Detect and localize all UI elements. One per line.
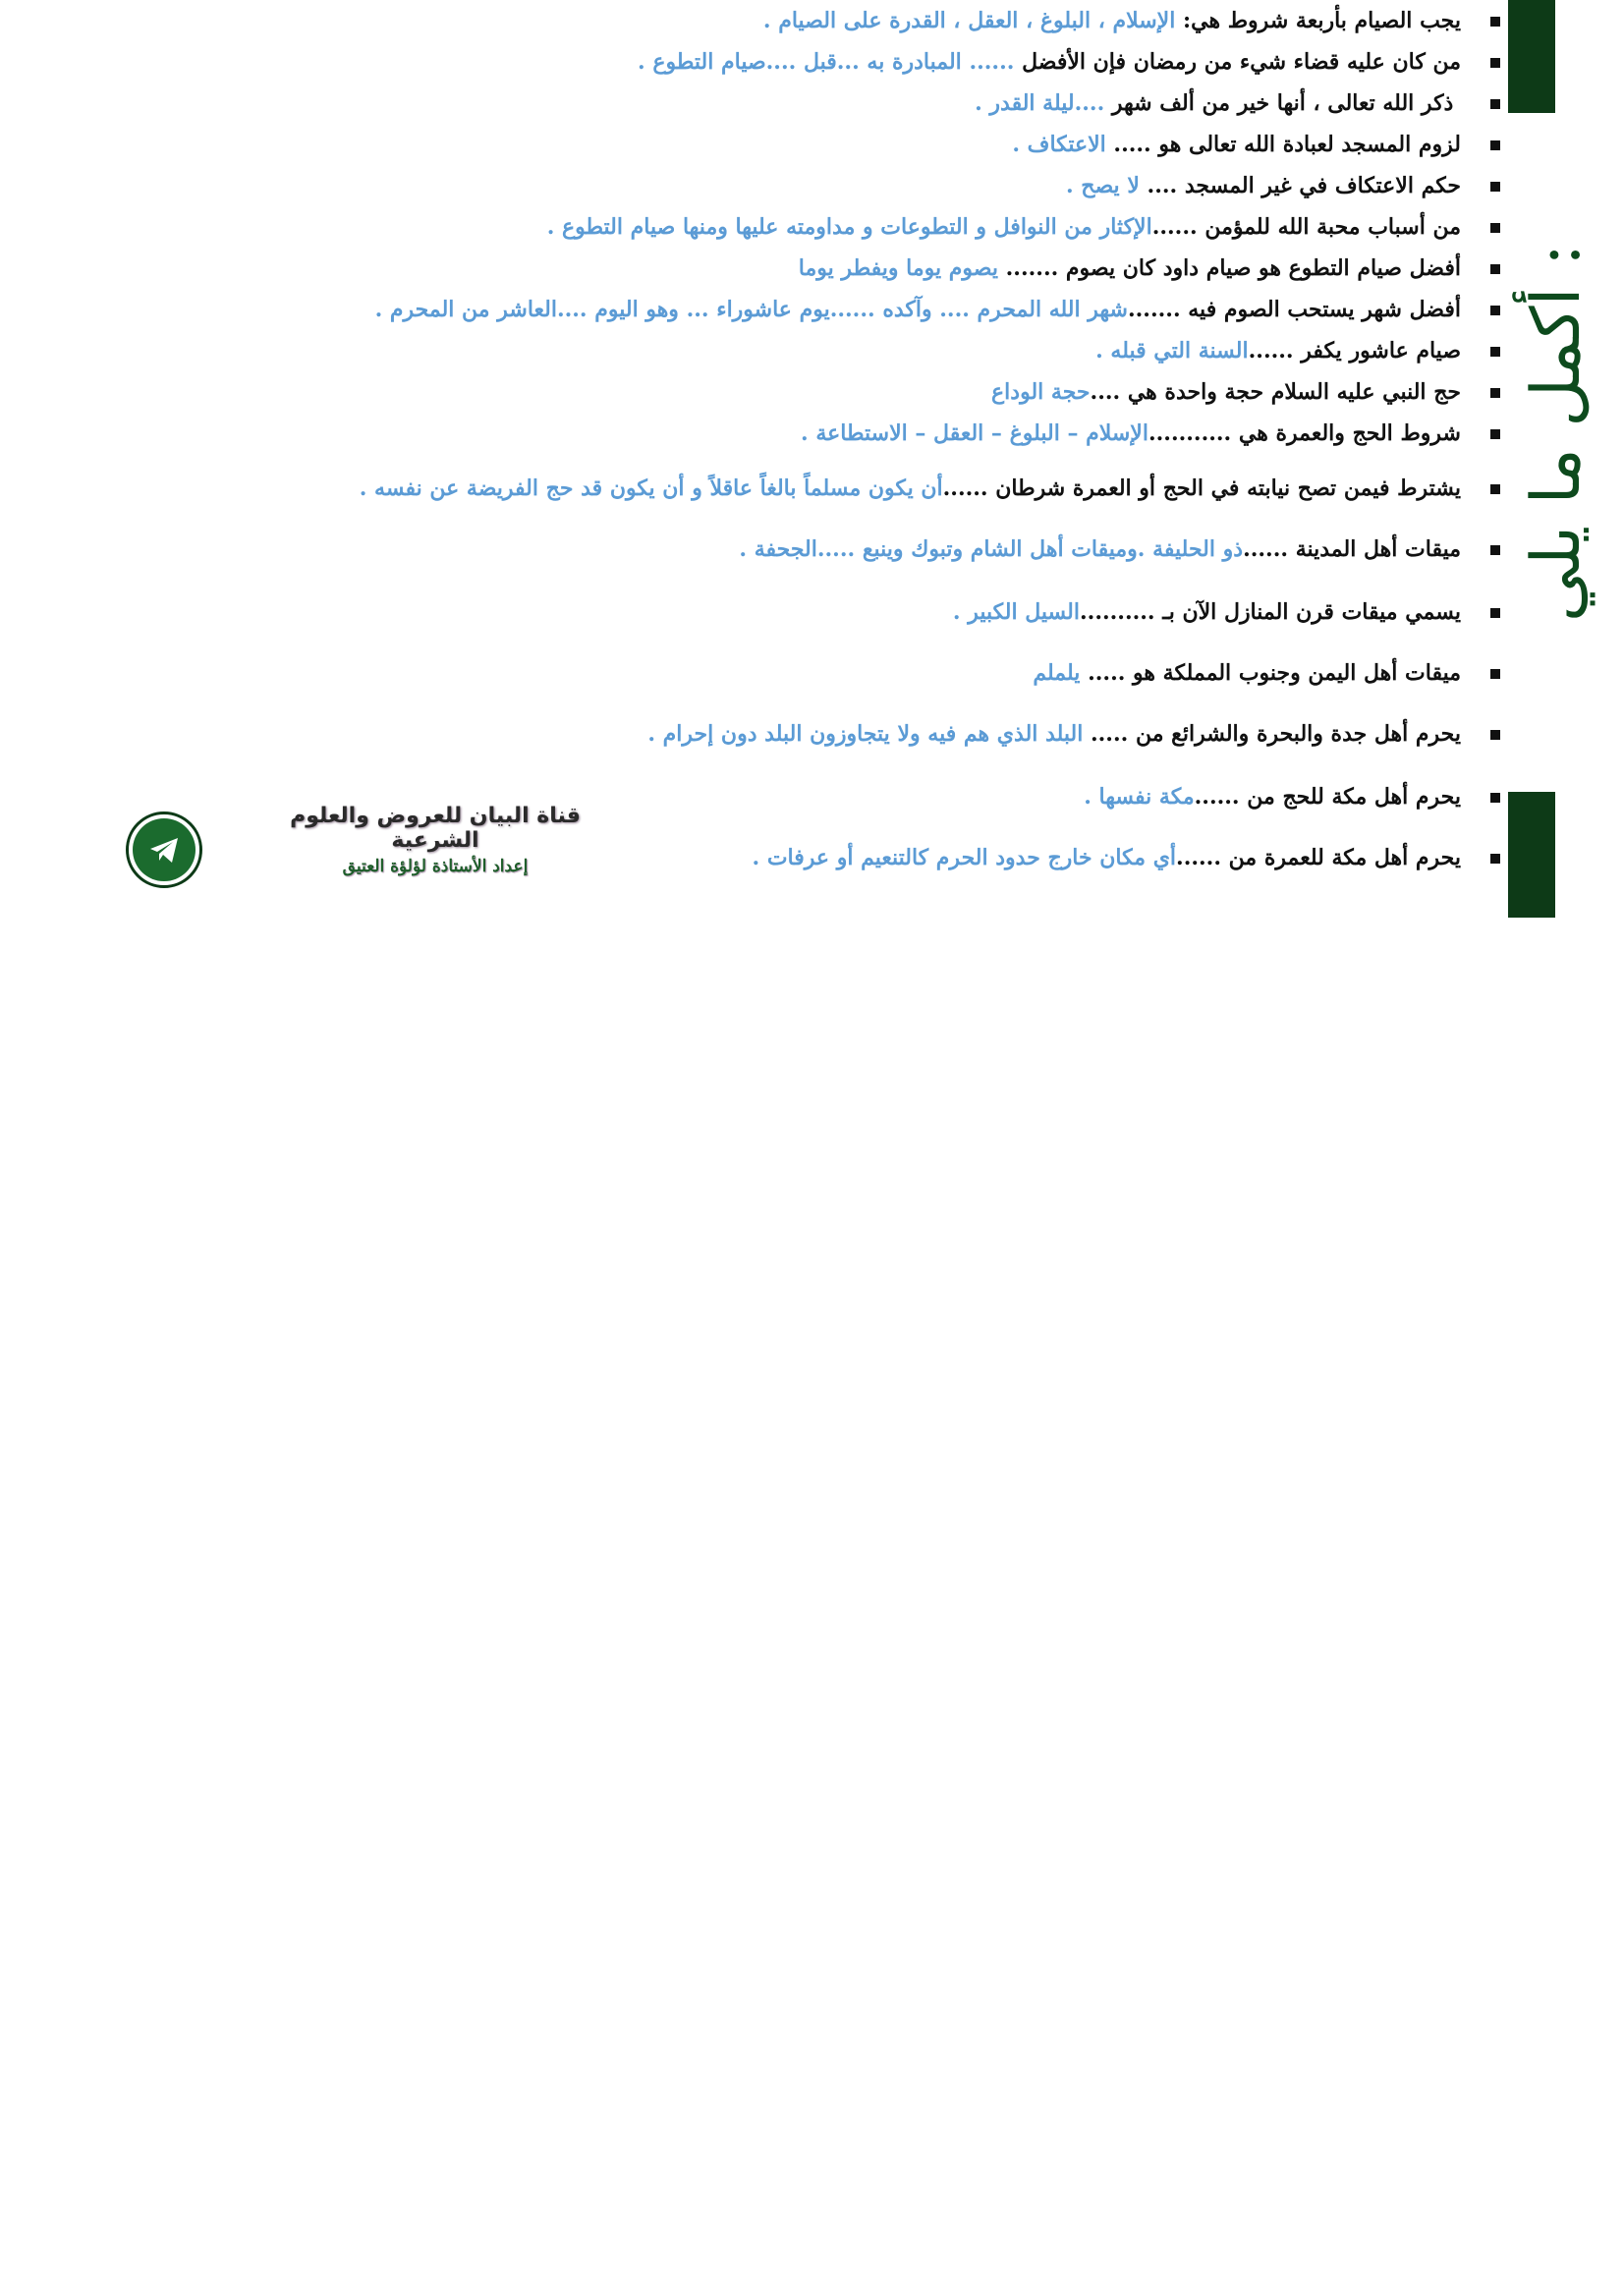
bullet-icon (1490, 99, 1500, 109)
list-item (763, 6, 1500, 35)
question-text: ميقات أهل اليمن وجنوب المملكة هو ..... (1080, 660, 1461, 686)
bullet-icon (1490, 347, 1500, 357)
answer-text: ....ليلة القدر . (975, 90, 1105, 116)
question-text: أفضل صيام التطوع هو صيام داود كان يصوم ....... (997, 255, 1461, 281)
answer-text: السيل الكبير . (952, 599, 1080, 625)
list-item (547, 212, 1500, 242)
list-item (1012, 130, 1500, 159)
question-text: يجب الصيام بأربعة شروط هي: (1175, 8, 1461, 33)
question-text: حكم الاعتكاف في غير المسجد .... (1139, 173, 1461, 198)
bullet-icon (1490, 223, 1500, 233)
channel-name: قناة البيان للعروض والعلوم الشرعية (290, 804, 581, 853)
question-text: يحرم أهل مكة للحج من ...... (1194, 784, 1461, 810)
question-text: حج النبي عليه السلام حجة واحدة هي .... (1090, 379, 1461, 405)
list-item (1066, 171, 1500, 200)
answer-text: يلملم (1033, 660, 1081, 686)
answer-text: لا يصح . (1065, 173, 1140, 198)
bullet-icon (1490, 429, 1500, 439)
telegram-logo (126, 812, 202, 888)
bullet-icon (1490, 608, 1500, 618)
channel-author: إعداد الأستاذة لؤلؤة العتيق (342, 857, 529, 876)
list-item (953, 597, 1500, 627)
channel-credit (253, 804, 617, 876)
answer-text: يصوم يوما ويفطر يوما (798, 255, 998, 281)
bullet-icon (1490, 669, 1500, 679)
question-text: ميقات أهل المدينة ...... (1243, 536, 1461, 562)
telegram-icon (133, 818, 196, 881)
answer-text: السنة التي قبله . (1095, 338, 1249, 364)
bullet-icon (1490, 264, 1500, 274)
list-item (638, 47, 1500, 77)
answer-text: البلد الذي هم فيه ولا يتجاوزون البلد دون إحرام . (647, 721, 1084, 747)
question-text: من كان عليه قضاء شيء من رمضان فإن الأفضل (1014, 49, 1461, 75)
question-text: يحرم أهل مكة للعمرة من ...... (1176, 845, 1461, 870)
list-item (991, 377, 1500, 407)
answer-text: الاعتكاف . (1012, 132, 1106, 157)
answer-text: حجة الوداع (991, 379, 1091, 405)
answer-text: ...... المبادرة به ...قبل ....صيام التطوع . (638, 49, 1015, 75)
question-text: يحرم أهل جدة والبحرة والشرائع من ..... (1083, 721, 1461, 747)
list-item (375, 295, 1500, 324)
bullet-icon (1490, 388, 1500, 398)
question-text: أفضل شهر يستحب الصوم فيه ....... (1127, 297, 1461, 322)
bullet-icon (1490, 182, 1500, 192)
question-text: شروط الحج والعمرة هي ........... (1148, 420, 1461, 446)
list-item (360, 474, 1500, 503)
list-item (753, 843, 1500, 872)
answer-text: الإسلام – البلوغ – العقل – الاستطاعة . (801, 420, 1148, 446)
bullet-icon (1490, 140, 1500, 150)
answer-text: الإكثار من النوافل و التطوعات و مداومته عليها ومنها صيام التطوع . (546, 214, 1152, 240)
section-title-text: أكمل ما يلي : (1518, 243, 1596, 622)
list-item (1095, 336, 1500, 365)
bullet-icon (1490, 306, 1500, 315)
answer-text: شهر الله المحرم .... وآكده ......يوم عاشوراء ... وهو اليوم ....العاشر من المحرم . (374, 297, 1128, 322)
list-item (1033, 658, 1500, 688)
list-item (975, 88, 1500, 118)
list-item (799, 253, 1500, 283)
answer-text: أن يكون مسلماً بالغاً عاقلاً و أن يكون قد حج الفريضة عن نفسه . (359, 476, 943, 501)
bullet-icon (1490, 484, 1500, 494)
bullet-icon (1490, 730, 1500, 740)
question-text: يسمي ميقات قرن المنازل الآن بـ .......... (1080, 599, 1461, 625)
question-text: من أسباب محبة الله للمؤمن ...... (1151, 214, 1461, 240)
question-text: لزوم المسجد لعبادة الله تعالى هو ..... (1105, 132, 1461, 157)
bullet-icon (1490, 17, 1500, 27)
question-text: صيام عاشور يكفر ...... (1248, 338, 1461, 364)
section-title (1513, 243, 1601, 622)
answer-text: ذو الحليفة .وميقات أهل الشام وتبوك وينبع .....الجحفة . (739, 536, 1244, 562)
bullet-icon (1490, 854, 1500, 864)
bullet-icon (1490, 793, 1500, 803)
answer-text: مكة نفسها . (1084, 784, 1195, 810)
answer-text: أي مكان خارج حدود الحرم كالتنعيم أو عرفات . (752, 845, 1177, 870)
list-item (739, 534, 1500, 564)
list-item (647, 719, 1500, 749)
bullet-icon (1490, 545, 1500, 555)
question-text: ذكر الله تعالى ، أنها خير من ألف شهر (1104, 90, 1461, 116)
question-text: يشترط فيمن تصح نيابته في الحج أو العمرة شرطان ...... (942, 476, 1461, 501)
decorative-bar-top (1508, 0, 1555, 113)
bullet-icon (1490, 58, 1500, 68)
answer-text: الإسلام ، البلوغ ، العقل ، القدرة على الصيام . (762, 8, 1176, 33)
list-item (1084, 782, 1500, 812)
decorative-bar-bottom (1508, 792, 1555, 918)
list-item (801, 419, 1500, 448)
